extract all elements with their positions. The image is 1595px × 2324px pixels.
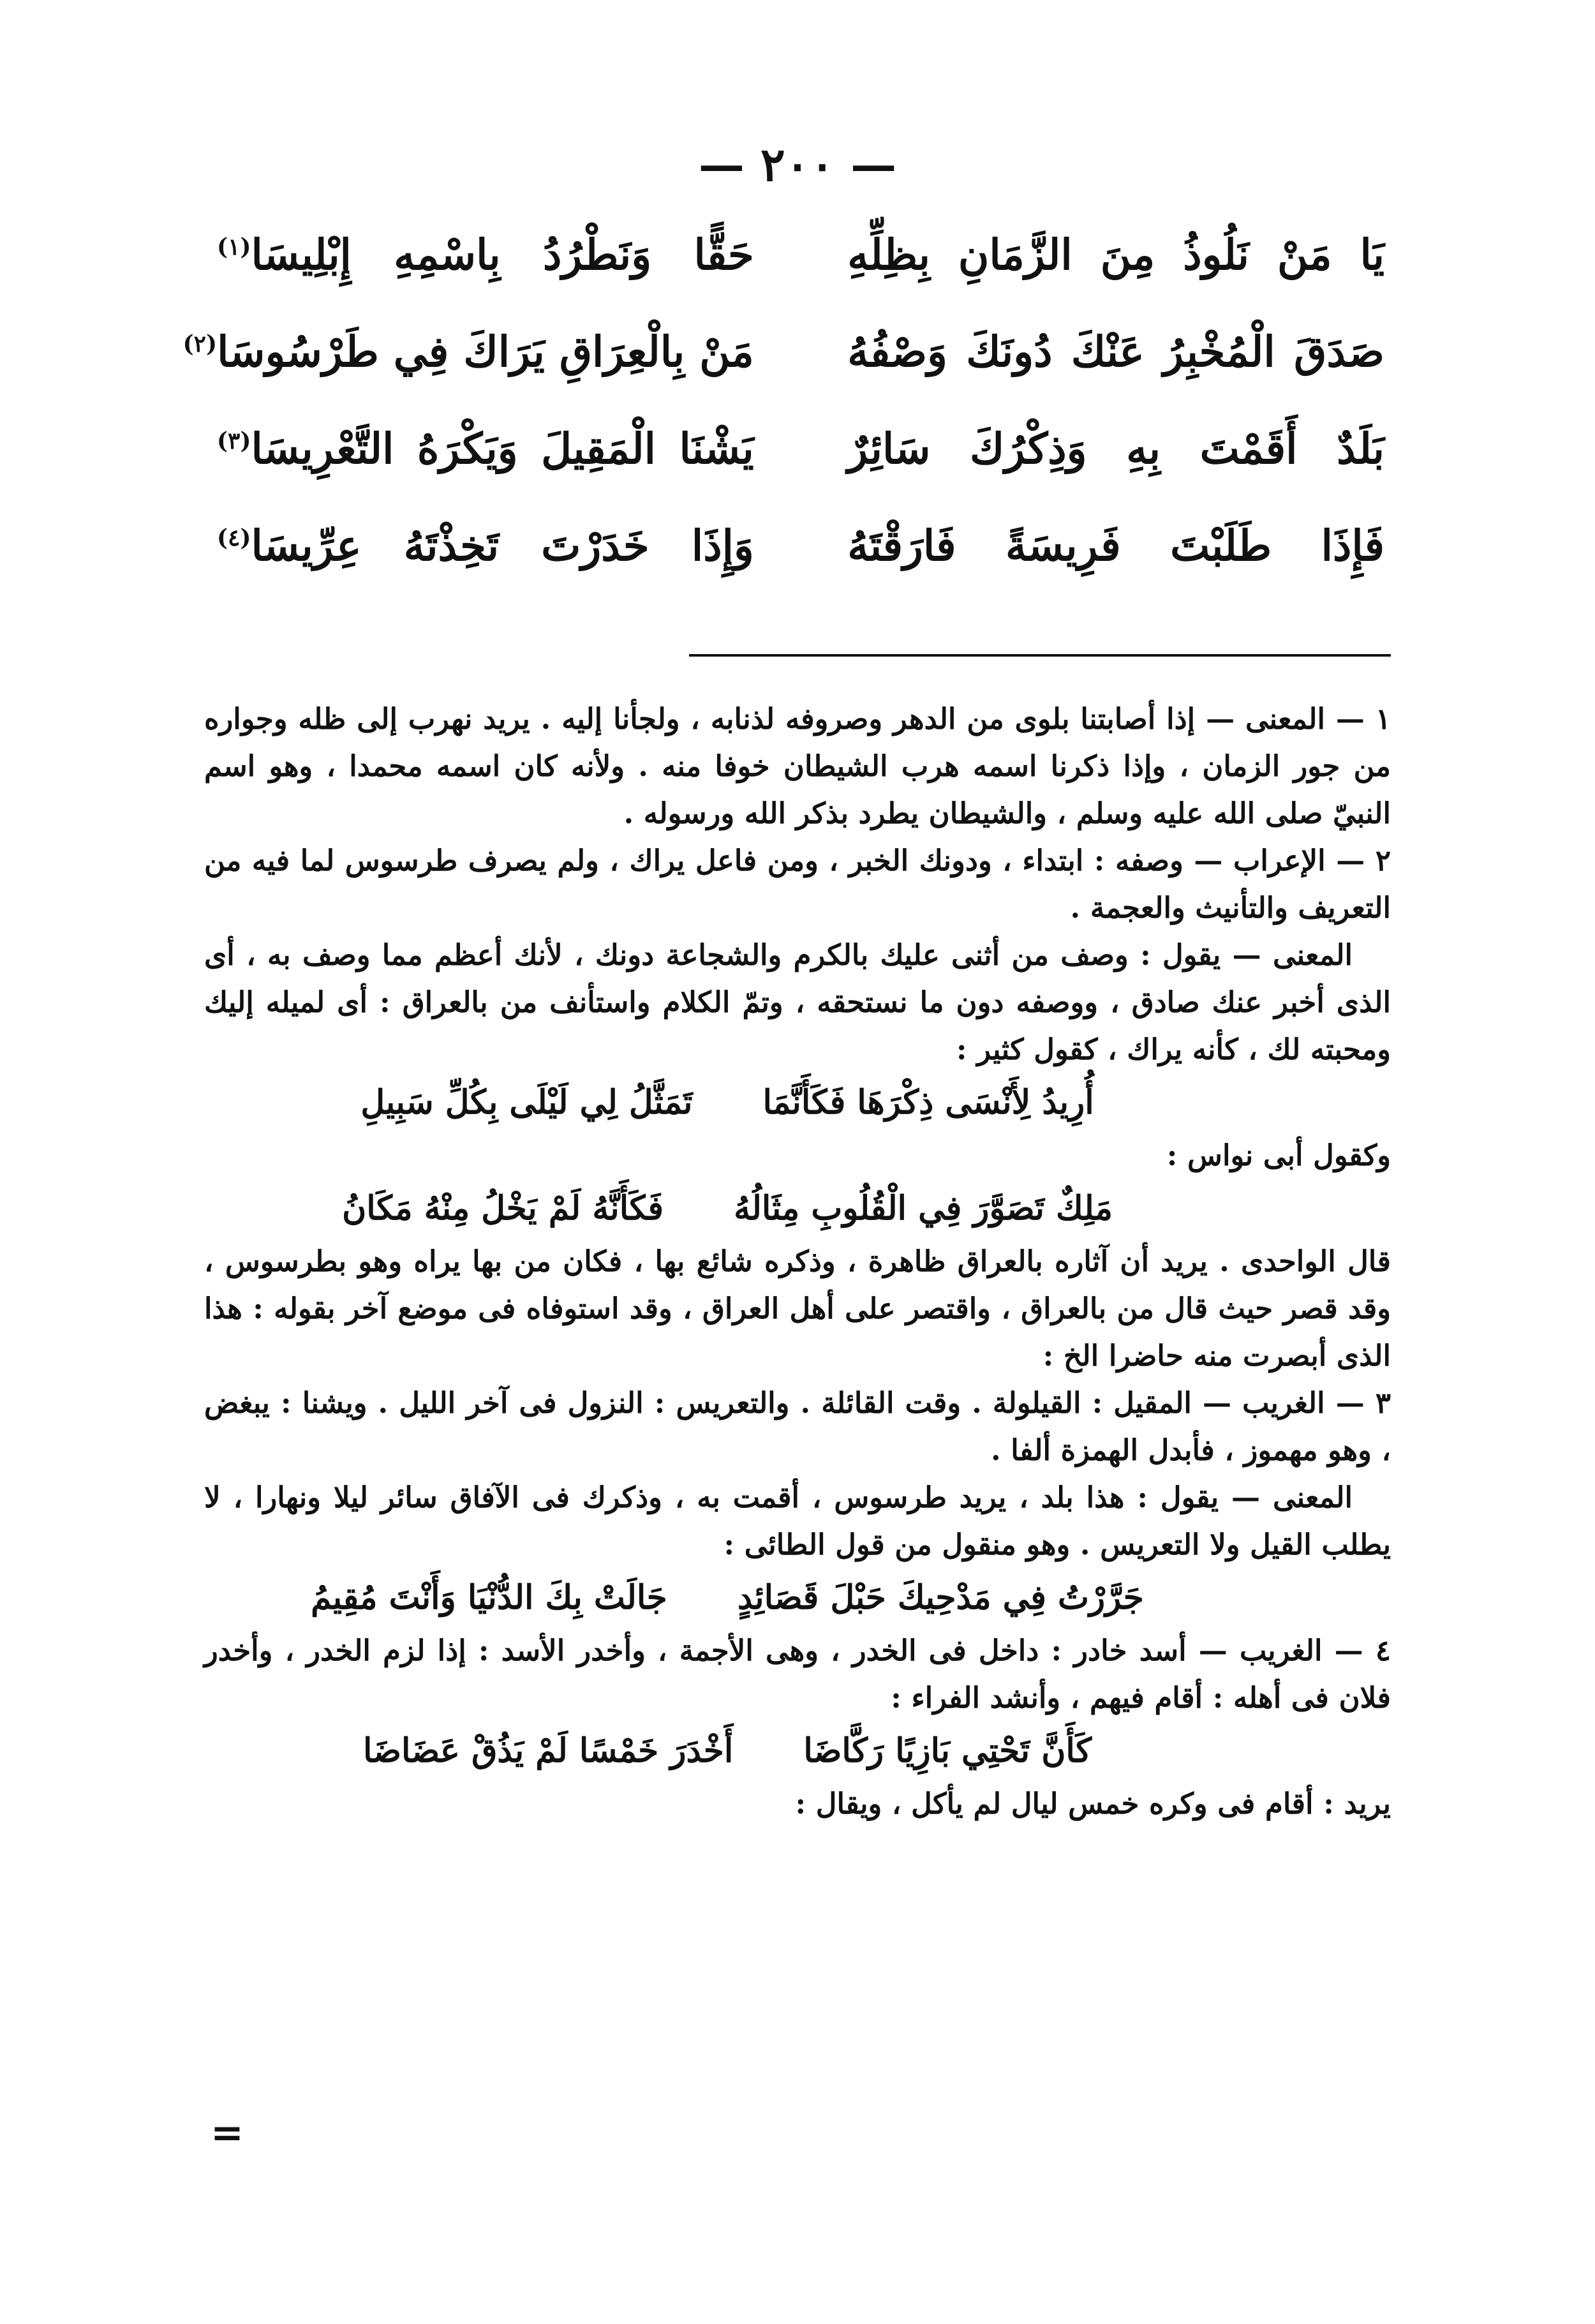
footnote-ref: (٤) — [217, 525, 251, 551]
cited-verse-first-hemistich: كَأَنَّ تَحْتِي بَازِيًا رَكَّاضَا — [803, 1731, 1092, 1770]
footnote-ref: (٣) — [217, 428, 251, 454]
verse-second-hemistich — [182, 327, 754, 376]
poem — [182, 230, 1384, 618]
footnote-ref: (٢) — [182, 331, 218, 357]
note-1-meaning: ١ — المعنى — إذا أصابتنا بلوى من الدهر وصروفه لذنابه ، ولجأنا إليه . يريد نهرب إلى ظله وجواره من جور الزمان ، وإذا ذكرنا اسمه هرب الشيطان خوفا منه . ولأنه كان اسمه محمدا ، وهو اسم النبيّ صلى الله عليه وسلم ، والشيطان يطرد بذكر الله ورسوله . — [204, 702, 1391, 830]
verse-second-hemistich — [217, 424, 754, 473]
cited-verse-tai — [204, 1568, 1250, 1627]
note-2-meaning: المعنى — يقول : وصف من أثنى عليك بالكرم والشجاعة دونك ، لأنك أعظم مما وصف به ، أى الذى أخبر عنك صادق ، ووصفه دون ما نستحقه ، وتمّ الكلام واستأنف من بالعراق : أى لميله إليك ومحبته لك ، كأنه يراك ، كقول كثير : — [204, 938, 1391, 1066]
verse-first-hemistich: صَدَقَ الْمُخْبِرُ عَنْكَ دُونَكَ وَصْفُهُ — [847, 327, 1384, 376]
cited-verse-second-hemistich: أَخْدَرَ خَمْسًا لَمْ يَذُقْ عَضَاضَا — [363, 1731, 734, 1770]
page-number: — ٢٠٠ — — [698, 137, 897, 191]
note-4-continuation: يريد : أقام فى وكره خمس ليال لم يأكل ، ويقال : — [795, 1787, 1391, 1821]
cited-verse-second-hemistich: تَمَثَّلُ لِي لَيْلَى بِكُلِّ سَبِيلِ — [360, 1083, 693, 1122]
note-2-wahidi: قال الواحدى . يريد أن آثاره بالعراق ظاهرة ، وذكره شائع بها ، فكان من بها يراه وهو بطرسوس ، وقد قصر حيث قال من بالعراق ، واقتصر على أهل العراق ، وقد استوفاه فى موضع آخر بقوله : هذا الذى أبصرت منه حاضرا الخ : — [204, 1244, 1391, 1373]
cited-verse-second-hemistich: جَالَتْ بِكَ الدُّنْيَا وَأَنْتَ مُقِيمُ — [311, 1578, 667, 1617]
poem-verse — [217, 424, 1384, 521]
cited-verse-kuthayyir — [204, 1073, 1250, 1132]
hemistich-text: يَشْنَا الْمَقِيلَ وَيَكْرَهُ التَّعْرِيسَا — [251, 424, 754, 473]
note-3-vocabulary: ٣ — الغريب — المقيل : القيلولة . وقت القائلة . والتعريس : النزول فى آخر الليل . ويشنا : يبغض ، وهو مهموز ، فأبدل الهمزة ألفا . — [204, 1386, 1391, 1467]
footnote-ref: (١) — [217, 234, 251, 260]
verse-second-hemistich — [217, 230, 754, 279]
verse-first-hemistich: فَإِذَا طَلَبْتَ فَرِيسَةً فَارَقْتَهُ — [847, 521, 1384, 570]
poem-verse — [217, 521, 1384, 618]
verse-first-hemistich: يَا مَنْ نَلُوذُ مِنَ الزَّمَانِ بِظِلِّهِ — [847, 230, 1384, 279]
cited-verse-first-hemistich: أُرِيدُ لِأَنْسَى ذِكْرَهَا فَكَأَنَّمَا — [762, 1083, 1094, 1122]
cited-verse-second-hemistich: فَكَأَنَّهُ لَمْ يَخْلُ مِنْهُ مَكَانُ — [342, 1189, 664, 1228]
footnote-separator — [689, 654, 1391, 657]
cited-verse-first-hemistich: جَرَّرْتُ فِي مَدْحِيكَ حَبْلَ قَصَائِدٍ — [737, 1578, 1144, 1617]
note-4-vocabulary: ٤ — الغريب — أسد خادر : داخل فى الخدر ، وهى الأجمة ، وأخدر الأسد : إذا لزم الخدر ، وأخدر فلان فى أهله : أقام فيهم ، وأنشد الفراء : — [204, 1634, 1391, 1715]
cited-verse-first-hemistich: مَلِكٌ تَصَوَّرَ فِي الْقُلُوبِ مِثَالُهُ — [734, 1189, 1113, 1228]
verse-first-hemistich: بَلَدٌ أَقَمْتَ بِهِ وَذِكْرُكَ سَائِرٌ — [847, 424, 1384, 473]
hemistich-text: وَإِذَا خَدَرْتَ تَخِذْتَهُ عِرِّيسَا — [251, 521, 754, 570]
cited-verse-abu-nuwas — [204, 1179, 1250, 1238]
note-2-parsing: ٢ — الإعراب — وصفه : ابتداء ، ودونك الخبر ، ومن فاعل يراك ، ولم يصرف طرسوس لما فيه من التعريف والتأنيث والعجمة . — [204, 844, 1391, 925]
continuation-mark: = — [211, 2109, 244, 2156]
cited-verse-farra — [204, 1722, 1250, 1780]
hemistich-text: مَنْ بِالْعِرَاقِ يَرَاكَ فِي طَرْسُوسَا — [217, 327, 754, 376]
verse-second-hemistich — [217, 521, 754, 570]
note-2-abu-nuwas-intro: وكقول أبى نواس : — [1166, 1138, 1391, 1172]
poem-verse — [182, 327, 1384, 424]
hemistich-text: حَقًّا وَنَطْرُدُ بِاسْمِهِ إِبْلِيسَا — [251, 230, 754, 279]
poem-verse — [217, 230, 1384, 327]
commentary — [204, 696, 1391, 1828]
note-3-meaning: المعنى — يقول : هذا بلد ، يريد طرسوس ، أقمت به ، وذكرك فى الآفاق سائر ليلا ونهارا ، لا يطلب القيل ولا التعريس . وهو منقول من قول الطائى : — [204, 1480, 1391, 1561]
